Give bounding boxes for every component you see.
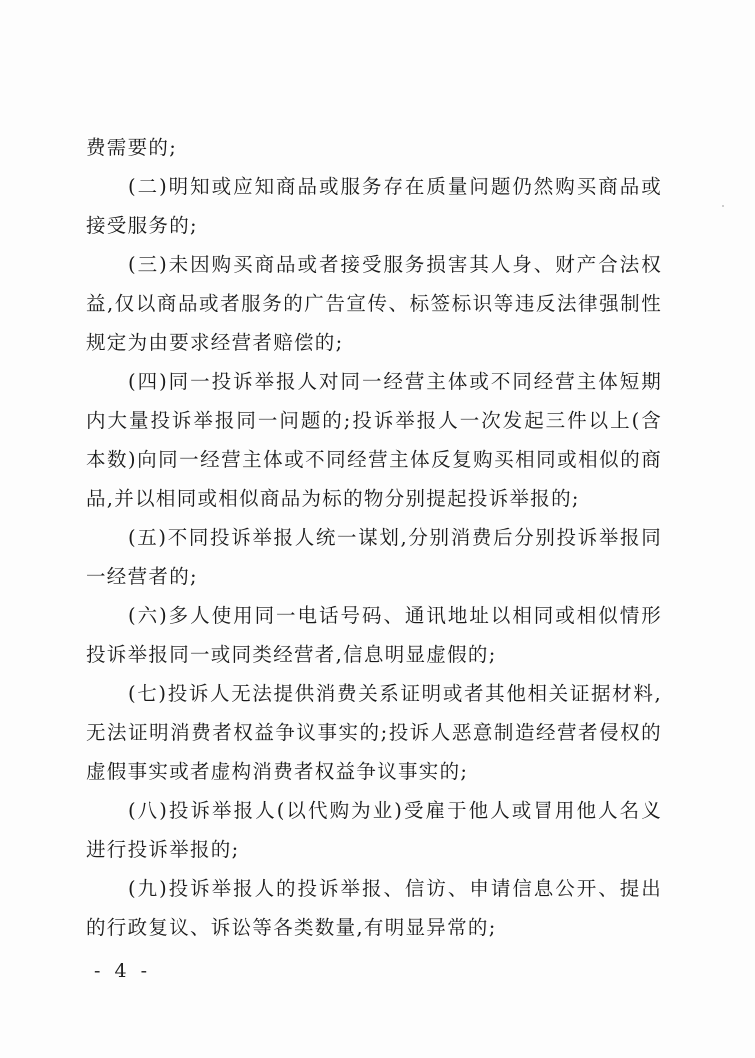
page-number: - 4 - [94, 960, 152, 982]
paragraph-item-6: (六)多人使用同一电话号码、通讯地址以相同或相似情形投诉举报同一或同类经营者,信息明显虚假的; [86, 604, 662, 666]
paragraph-item-5: (五)不同投诉举报人统一谋划,分别消费后分别投诉举报同一经营者的; [86, 526, 662, 588]
paragraph-item-3: (三)未因购买商品或者接受服务损害其人身、财产合法权益,仅以商品或者服务的广告宣传、标签标识等违反法律强制性规定为由要求经营者赔偿的; [86, 253, 662, 354]
paragraph-continuation: 费需要的; [86, 136, 178, 159]
paragraph-item-4: (四)同一投诉举报人对同一经营主体或不同经营主体短期内大量投诉举报同一问题的;投诉举报人一次发起三件以上(含本数)向同一经营主体或不同经营主体反复购买相同或相似的商品,并以相同或相似商品为标的物分别提起投诉举报的; [86, 370, 662, 510]
paragraph-item-7: (七)投诉人无法提供消费关系证明或者其他相关证据材料,无法证明消费者权益争议事实的;投诉人恶意制造经营者侵权的虚假事实或者虚构消费者权益争议事实的; [86, 682, 662, 783]
paragraph-item-2: (二)明知或应知商品或服务存在质量问题仍然购买商品或接受服务的; [86, 175, 662, 237]
paragraph-item-9: (九)投诉举报人的投诉举报、信访、申请信息公开、提出的行政复议、诉讼等各类数量,有明显异常的; [86, 877, 662, 939]
scan-speck [722, 205, 724, 207]
paragraph-item-8: (八)投诉举报人(以代购为业)受雇于他人或冒用他人名义进行投诉举报的; [86, 799, 662, 861]
document-body [86, 128, 662, 947]
